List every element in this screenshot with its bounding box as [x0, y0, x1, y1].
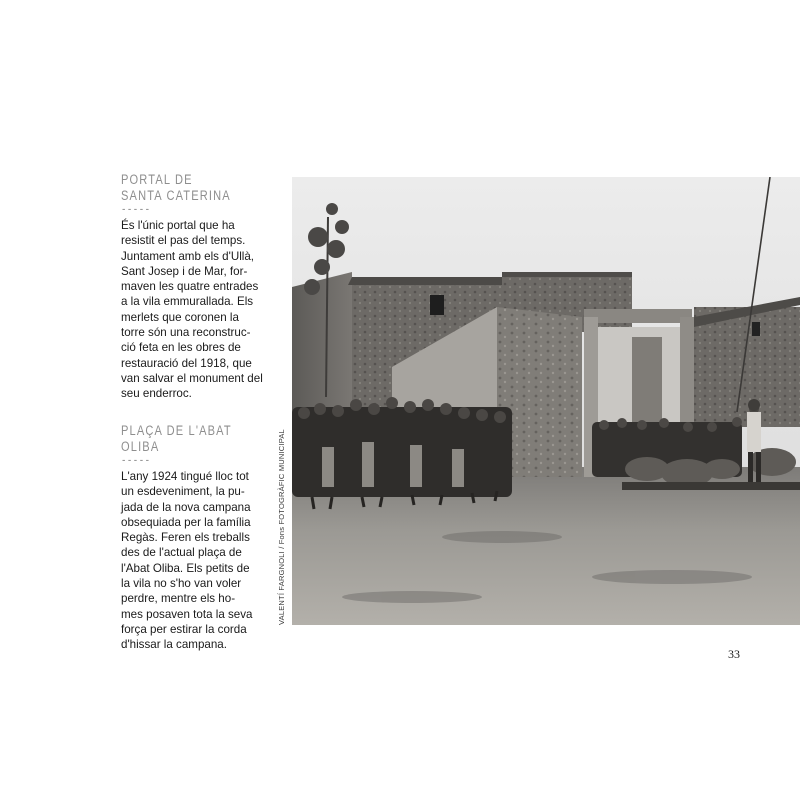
section-heading: PLAÇA DE L'ABAT OLIBA [121, 423, 232, 454]
section-heading: PORTAL DE SANTA CATERINA [121, 172, 231, 203]
page-number: 33 [728, 647, 740, 661]
historical-photograph [292, 177, 800, 625]
heading-divider: ----- [121, 205, 151, 215]
section-body-text: És l'únic portal que ha resistit el pas del temps. Juntament amb els d'Ullà, Sant Josep i de Mar, for- maven les quatre entrades a la vila emmurallada. Els merlets que coronen la torre són una reconstruc- ció feta en les obres de restauració del 1918, que van salvar el monument del seu enderroc. [121, 219, 263, 401]
heading-divider: ----- [121, 456, 151, 466]
section-body-text: L'any 1924 tingué lloc tot un esdeveniment, la pu- jada de la nova campana obsequiada per la família Regàs. Feren els treballs des de l'actual plaça de l'Abat Oliba. Els petits de la vila no s'ho van voler perdre, mentre els ho- mes posaven tota la seva força per estirar la corda d'hissar la campana. [121, 470, 253, 652]
section-placa-abat-oliba [121, 423, 263, 653]
photo-credit: VALENTÍ FARGNOLI / Fons FOTOGRÀFIC MUNICIPAL [277, 429, 286, 625]
bell-raising-scene-image [292, 177, 800, 625]
section-portal-santa-caterina [121, 172, 263, 402]
